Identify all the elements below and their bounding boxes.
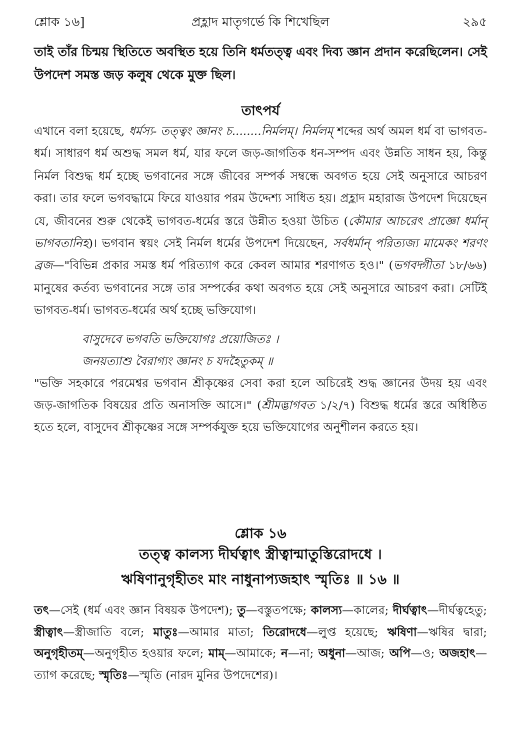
synonym-entry: স্ত্রীত্বাৎ—স্ত্রীজাতি বলে; (34, 624, 154, 639)
verse-line: ঋষিণানুগৃহীতং মাং নাধুনাপ্যজহাৎ স্মৃতিঃ ॥ ১৬ ॥ (121, 572, 400, 588)
synonym-entry: মাম্—আমাকে; (208, 646, 281, 660)
synonym-entry: দীর্ঘত্বাৎ—দীর্ঘত্বহেতু; (392, 603, 487, 617)
quote-line: জনয়ত্যাশু বৈরাগ্যং জ্ঞানং চ যদহৈতুকম্ ॥ (82, 353, 273, 368)
chapter-title: প্রহ্লাদ মাতৃগর্ভে কি শিখেছিল (191, 14, 330, 29)
synonym-entry: তু—বস্তুতপক্ষে; (237, 603, 311, 617)
synonym-entry: অজহাৎ—ত্যাগ করেছে; (34, 646, 488, 682)
synonym-entry: মাতুঃ—আমার মাতা; (153, 624, 263, 639)
purport-paragraph: এখানে বলা হয়েছে, ধর্মস্য- তত্ত্বং জ্ঞানং চ........নির্মলম্। নির্মলম্ শব্দের অর্থ অমল ধর্ম বা ভাগবত-ধর্ম। সাধারণ ধর্ম অশুদ্ধ সমল ধর্ম, যার ফলে জড়-জাগতিক ধন-সম্পদ এবং উন্নতি সাধন হয়, কিন্তু নির্মল বিশুদ্ধ ধর্ম হচ্ছে ভগবানের সঙ্গে জীবের সম্পর্ক সম্বন্ধে অবগত হয়ে সেই অনুসারে আচরণ করা। তার ফলে ভগবদ্ধামে ফিরে যাওয়ার পরম উদ্দেশ্য সাধিত হয়। প্রহ্লাদ মহারাজ উপদেশ দিয়েছেন যে, জীবনের শুরু থেকেই ভাগবত-ধর্মের স্তরে উন্নীত হওয়া উচিত (কৌমার আচরেৎ প্রাজ্ঞো ধর্মান্ ভাগবতানিহ)। ভগবান স্বয়ং সেই নির্মল ধর্মের উপদেশ দিয়েছেন, সর্বধর্মান্ পরিত্যজ্য মামেকং শরণং ব্রজ—"বিভিন্ন প্রকার সমস্ত ধর্ম পরিত্যাগ করে কেবল আমার শরণাগত হও।" (ভগবদ্গীতা ১৮/৬৬) মানুষের কর্তব্য ভগবানের সঙ্গে তার সম্পর্কের কথা অবগত হয়ে সেই অনুসারে আচরণ করা। সেটিই ভাগবত-ধর্ম। ভাগবত-ধর্মের অর্থ হচ্ছে ভক্তিযোগ। (34, 124, 488, 318)
verse-line: তত্ত্ব কালস্য দীর্ঘত্বাৎ স্ত্রীত্বান্মাতুস্তিরোদধে । (139, 547, 382, 563)
verse-heading: শ্লোক ১৬ (234, 526, 287, 542)
page-number: ২৯৫ (462, 14, 487, 29)
synonym-entry: তৎ—সেই (ধর্ম এবং জ্ঞান বিষয়ক উপদেশ); (34, 603, 238, 617)
synonym-entry: স্মৃতিঃ—স্মৃতি (নারদ মুনির উপদেশের)। (99, 667, 278, 682)
verse-reference: শ্লোক ১৬] (34, 14, 85, 29)
synonym-entry: ঋষিণা—ঋষির দ্বারা; (387, 624, 487, 639)
sanskrit-verse (34, 543, 487, 593)
synonym-entry: অপি—ও; (389, 646, 440, 660)
synonym-entry: ন—না; (280, 646, 319, 660)
word-for-word-synonyms (34, 600, 487, 686)
purport-heading: তাৎপর্য (241, 103, 280, 119)
purport-paragraph: "ভক্তি সহকারে পরমেশ্বর ভগবান শ্রীকৃষ্ণের সেবা করা হলে অচিরেই শুদ্ধ জ্ঞানের উদয় হয় এবং জড়-জাগতিক বিষয়ের প্রতি অনাসক্তি আসে।" (শ্রীমদ্ভাগবত ১/২/৭) বিশুদ্ধ ধর্মের স্তরে অধিষ্ঠিত হতে হলে, বাসুদেব শ্রীকৃষ্ণের সঙ্গে সম্পর্কযুক্ত হয়ে ভক্তিযোগের অনুশীলন করতে হয়। (34, 375, 487, 435)
synonym-entry: অনুগৃহীতম্—অনুগৃহীত হওয়ার ফলে; (34, 646, 209, 660)
translation-text: তাই তাঁর চিন্ময় স্থিতিতে অবস্থিত হয়ে তিনি ধর্মতত্ত্ব এবং দিব্য জ্ঞান প্রদান করেছিলেন। সেই উপদেশ সমস্ত জড় কলুষ থেকে মুক্ত ছিল। (34, 44, 487, 82)
synonym-entry: অধুনা—আজ; (318, 646, 390, 660)
synonym-entry: তিরোদধে—লুপ্ত হয়েছে; (262, 624, 388, 639)
sanskrit-quote (82, 328, 487, 372)
purport-body (34, 120, 487, 439)
running-head (34, 14, 487, 34)
synonym-entry: কালস্য—কালের; (310, 603, 393, 617)
quote-line: বাসুদেবে ভগবতি ভক্তিযোগঃ প্রয়োজিতঃ । (82, 331, 279, 346)
